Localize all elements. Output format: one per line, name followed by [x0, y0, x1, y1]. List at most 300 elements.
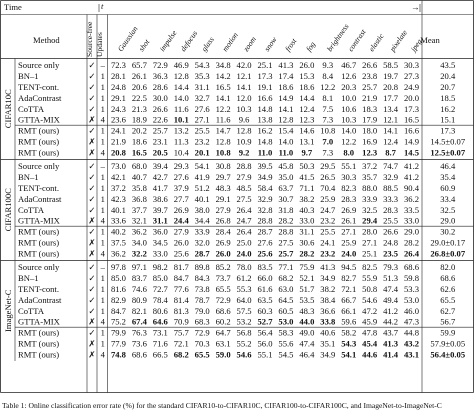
error-value: 23.8 [362, 70, 378, 81]
error-value: 68.6 [404, 261, 420, 272]
error-value: 14.1 [215, 92, 231, 103]
error-value: 40.1 [194, 193, 210, 204]
checkmark-icon: ✓ [88, 327, 96, 338]
error-value: 23.6 [110, 114, 126, 125]
error-value: 60.3 [257, 305, 273, 316]
error-value: 71.6 [152, 338, 168, 349]
source-free-header-label: Source-free [85, 21, 94, 57]
error-value: 36.8 [131, 193, 147, 204]
corruption-label-shot: shot [136, 37, 152, 54]
error-value: 51.2 [194, 182, 210, 193]
corruption-label-glass: glass [199, 35, 216, 54]
error-value: 56.8 [236, 327, 252, 338]
error-value: 74.8 [110, 349, 126, 360]
method-name: TENT-cont. [18, 283, 59, 294]
error-value: 60.5 [278, 305, 294, 316]
error-value: 15.4 [278, 125, 294, 136]
error-value: 28.3 [383, 204, 399, 215]
error-value: 14.2 [215, 70, 231, 81]
checkmark-icon: ✓ [88, 81, 96, 92]
error-value: 18.3 [362, 103, 378, 114]
error-value: 31.1 [194, 81, 210, 92]
mean-value: 65.5 [440, 294, 456, 305]
error-value: 24.8 [383, 237, 399, 248]
error-value: 36.3 [152, 70, 168, 81]
error-value: 12.8 [236, 125, 252, 136]
error-value: 38.2 [299, 193, 315, 204]
mean-value: 14.5±0.07 [430, 136, 466, 147]
error-value: 35.0 [278, 171, 294, 182]
error-value: 9.3 [322, 59, 334, 70]
error-value: 27.6 [173, 171, 189, 182]
method-name: RMT (ours) [18, 248, 60, 259]
checkmark-icon: ✓ [88, 272, 96, 283]
error-value: 53.3 [404, 283, 420, 294]
error-value: 88.5 [383, 182, 399, 193]
error-value: 23.2 [194, 136, 210, 147]
error-value: 7.5 [322, 103, 334, 114]
error-value: 34.0 [131, 237, 147, 248]
error-value: 32.9 [383, 171, 399, 182]
updates-value: 4 [100, 349, 105, 360]
error-value: 68.6 [215, 305, 231, 316]
error-value: 14.4 [299, 92, 315, 103]
error-value: 12.6 [341, 70, 357, 81]
error-value: 32.0 [194, 237, 210, 248]
error-value: 41.3 [278, 59, 294, 70]
error-value: 18.6 [299, 81, 315, 92]
error-value: 48.3 [215, 182, 231, 193]
error-value: 28.2 [299, 248, 315, 259]
table-row [18, 137, 466, 147]
mean-value: 29.0 [440, 215, 456, 226]
corruption-label-elastic: elastic [366, 31, 386, 54]
error-value: 14.9 [278, 92, 294, 103]
error-value: 13.8 [257, 114, 273, 125]
error-value: 28.2 [404, 237, 420, 248]
method-name: AdaContrast [18, 294, 62, 305]
mean-value: 26.8±0.07 [430, 248, 466, 259]
cross-icon: ✗ [88, 237, 96, 248]
error-value: 25.6 [173, 248, 189, 259]
error-value: 24.4 [173, 215, 189, 226]
cross-icon: ✗ [88, 215, 96, 226]
error-value: 20.1 [194, 147, 210, 158]
checkmark-icon: ✓ [88, 261, 96, 272]
error-value: 9.7 [301, 147, 313, 158]
error-value: 73.6 [131, 338, 147, 349]
error-value: 75.7 [173, 327, 189, 338]
error-value: 79.9 [110, 327, 126, 338]
error-value: 66.7 [341, 294, 357, 305]
error-value: 66.0 [257, 272, 273, 283]
error-value: 25.7 [362, 81, 378, 92]
mean-value: 43.5 [440, 59, 456, 70]
error-value: 10.4 [173, 147, 189, 158]
error-value: 81.7 [173, 261, 189, 272]
cross-icon: ✗ [88, 338, 96, 349]
error-value: 10.0 [341, 92, 357, 103]
error-value: 66.5 [152, 349, 168, 360]
error-value: 41.7 [152, 182, 168, 193]
error-value: 41.5 [299, 171, 315, 182]
error-value: 32.1 [131, 215, 147, 226]
corruption-label-frost: frost [283, 36, 299, 54]
error-value: 78.0 [236, 261, 252, 272]
cross-icon: ✗ [88, 248, 96, 259]
error-value: 28.7 [257, 226, 273, 237]
error-value: 29.1 [215, 193, 231, 204]
error-value: 20.0 [404, 92, 420, 103]
error-value: 10.1 [173, 114, 189, 125]
corruption-label-zoom: zoom [241, 34, 258, 54]
updates-value: 1 [100, 272, 105, 283]
error-value: 24.9 [404, 81, 420, 92]
method-name: RMT (ours) [18, 125, 60, 136]
error-value: 10.6 [341, 103, 357, 114]
error-value: 36.2 [404, 193, 420, 204]
error-value: 22.6 [152, 114, 168, 125]
error-value: 11.6 [215, 114, 231, 125]
error-value: 81.6 [110, 283, 126, 294]
error-value: 33.0 [152, 248, 168, 259]
error-value: 33.0 [404, 215, 420, 226]
error-value: 72.1 [173, 338, 189, 349]
table-caption: Table 1: Online classification error rate (%) for the standard CIFAR10-to-CIFAR10C, CIFAR100-to-CIFAR100C, and ImageNet-to-ImageNet-C [2, 401, 442, 410]
cross-icon: ✗ [88, 136, 96, 147]
checkmark-icon: ✓ [88, 171, 96, 182]
error-value: 54.1 [341, 349, 357, 360]
updates-value: 4 [100, 114, 105, 125]
error-value: 34.8 [215, 59, 231, 70]
table-row [18, 227, 455, 237]
error-value: 27.5 [236, 193, 252, 204]
updates-value: 1 [100, 305, 105, 316]
error-value: 55.6 [278, 338, 294, 349]
time-arrow-icon: → [411, 2, 420, 12]
error-value: 17.4 [278, 70, 294, 81]
error-value: 33.8 [320, 316, 336, 327]
error-value: 40.6 [320, 327, 336, 338]
mean-value: 16.2 [440, 103, 456, 114]
cross-icon: ✗ [88, 316, 96, 327]
checkmark-icon: ✓ [88, 182, 96, 193]
error-value: 55.2 [236, 338, 252, 349]
error-value: 33.0 [299, 215, 315, 226]
error-value: 57.5 [236, 305, 252, 316]
error-value: 26.1 [341, 215, 357, 226]
method-name: Source only [18, 261, 60, 272]
mean-value: 15.1 [440, 114, 456, 125]
error-value: 27.6 [194, 103, 210, 114]
error-value: 73.1 [152, 327, 168, 338]
error-value: 10.8 [215, 147, 231, 158]
error-value: 56.4 [257, 327, 273, 338]
table-row [18, 205, 455, 215]
checkmark-icon: ✓ [88, 226, 96, 237]
error-value: 54.6 [362, 294, 378, 305]
error-value: 58.2 [341, 327, 357, 338]
error-value: 83.5 [257, 261, 273, 272]
error-value: 78.7 [194, 294, 210, 305]
cross-icon: ✗ [88, 349, 96, 360]
error-value: 30.7 [278, 193, 294, 204]
error-value: 25.1 [362, 248, 378, 259]
table-row [18, 126, 455, 136]
error-value: 28.7 [194, 248, 210, 259]
error-value: 14.4 [173, 81, 189, 92]
error-value: 12.3 [299, 114, 315, 125]
table-row [18, 317, 456, 327]
error-value: 30.3 [341, 171, 357, 182]
error-value: 10.3 [236, 103, 252, 114]
updates-value: 1 [100, 327, 105, 338]
error-value: 40.3 [299, 204, 315, 215]
method-name: BN–1 [18, 70, 39, 81]
error-value: 84.7 [110, 305, 126, 316]
error-value: 20.6 [131, 81, 147, 92]
error-value: 22.5 [131, 92, 147, 103]
table-row [18, 115, 455, 125]
updates-value: 1 [100, 283, 105, 294]
error-value: 13.1 [299, 136, 315, 147]
error-value: 29.5 [320, 160, 336, 171]
error-value: 51.7 [299, 283, 315, 294]
error-value: 9.2 [238, 147, 250, 158]
error-value: 41.9 [194, 171, 210, 182]
error-value: 18.6 [278, 81, 294, 92]
updates-value: 4 [100, 316, 105, 327]
error-value: 27.9 [236, 171, 252, 182]
error-value: 25.1 [257, 59, 273, 70]
error-value: 25.5 [320, 226, 336, 237]
table-row [18, 295, 455, 305]
error-value: 63.1 [215, 338, 231, 349]
error-value: 43.7 [383, 327, 399, 338]
error-value: 63.5 [257, 294, 273, 305]
error-value: 31.1 [299, 226, 315, 237]
error-value: 28.8 [236, 160, 252, 171]
error-value: 18.6 [131, 136, 147, 147]
error-value: 80.6 [152, 305, 168, 316]
updates-value: 4 [100, 248, 105, 259]
error-value: 24.8 [110, 81, 126, 92]
error-value: 37.7 [131, 204, 147, 215]
checkmark-icon: ✓ [88, 59, 96, 70]
error-value: 36.2 [110, 248, 126, 259]
error-value: 53.2 [236, 316, 252, 327]
error-value: 27.7 [173, 193, 189, 204]
error-value: 14.1 [383, 125, 399, 136]
error-value: 26.9 [341, 204, 357, 215]
corruption-label-gaussian: Gaussian [115, 24, 140, 54]
method-name: Source only [18, 160, 60, 171]
error-value: 47.3 [404, 316, 420, 327]
table-row [18, 194, 456, 204]
error-value: 25.5 [194, 125, 210, 136]
method-name: RMT (ours) [18, 237, 60, 248]
error-value: 25.5 [383, 215, 399, 226]
error-value: 23.1 [152, 136, 168, 147]
table-row [18, 60, 455, 70]
table-row [18, 262, 455, 272]
error-value: 89.8 [194, 261, 210, 272]
error-value: 26.1 [131, 70, 147, 81]
error-value: 35.8 [131, 182, 147, 193]
error-value: 63.0 [278, 283, 294, 294]
table-row [18, 71, 456, 81]
mean-value: 56.4±0.05 [430, 349, 466, 360]
error-value: 28.2 [278, 215, 294, 226]
error-value: 12.1 [236, 70, 252, 81]
error-value: 81.3 [173, 305, 189, 316]
error-value: 10.8 [320, 125, 336, 136]
checkmark-icon: ✓ [88, 103, 96, 114]
error-value: 81.4 [173, 294, 189, 305]
error-value: 28.6 [152, 81, 168, 92]
error-value: 46.4 [299, 349, 315, 360]
error-value: 28.0 [362, 226, 378, 237]
table-row [18, 249, 466, 259]
error-value: 70.3 [194, 338, 210, 349]
error-value: 14.0 [173, 92, 189, 103]
updates-value: 1 [100, 92, 105, 103]
error-value: 38.6 [152, 193, 168, 204]
corruption-label-motion: motion [220, 30, 240, 54]
error-value: 20.8 [110, 147, 126, 158]
corruption-label-pixelate: pixelate [387, 28, 410, 54]
table-row [18, 273, 456, 283]
error-value: 25.9 [320, 193, 336, 204]
error-value: 71.1 [299, 182, 315, 193]
mean-value: 82.0 [440, 261, 456, 272]
error-value: 16.6 [257, 92, 273, 103]
method-name: CoTTA [18, 305, 45, 316]
corruption-label-contrast: contrast [345, 27, 368, 54]
error-value: 77.1 [278, 261, 294, 272]
error-value: 32.8 [257, 204, 273, 215]
updates-value: 1 [100, 103, 105, 114]
error-value: 39.4 [152, 160, 168, 171]
mean-value: 57.9±0.05 [430, 338, 466, 349]
error-value: 50.3 [299, 160, 315, 171]
error-value: 16.5 [131, 147, 147, 158]
error-value: 72.1 [341, 283, 357, 294]
error-value: 35.1 [320, 338, 336, 349]
updates-value: 1 [100, 237, 105, 248]
error-value: 12.8 [173, 70, 189, 81]
error-value: 26.0 [299, 59, 315, 70]
corruption-label-snow: snow [262, 35, 279, 54]
updates-value: – [100, 59, 105, 70]
error-value: 24.3 [110, 103, 126, 114]
checkmark-icon: ✓ [88, 204, 96, 215]
error-value: 68.2 [278, 272, 294, 283]
method-name: TENT-cont. [18, 182, 59, 193]
table-row [18, 216, 455, 226]
error-value: 16.5 [215, 81, 231, 92]
error-value: 72.3 [110, 59, 126, 70]
error-value: 26.4 [236, 204, 252, 215]
dataset-group-label: CIFAR10C [3, 89, 13, 129]
error-value: 41.4 [383, 349, 399, 360]
error-value: 13.2 [173, 125, 189, 136]
error-value: 97.8 [110, 261, 126, 272]
method-name: RMT (ours) [18, 327, 60, 338]
error-value: 7.3 [322, 114, 334, 125]
error-value: 41.3 [320, 261, 336, 272]
error-value: 94.5 [341, 261, 357, 272]
error-value: 59.8 [404, 272, 420, 283]
error-value: 56.0 [257, 338, 273, 349]
error-value: 7.0 [322, 136, 334, 147]
error-value: 10.3 [341, 114, 357, 125]
error-value: 7.3 [322, 147, 334, 158]
table-row [18, 183, 455, 193]
error-value: 75.2 [110, 316, 126, 327]
error-value: 32.7 [194, 92, 210, 103]
error-value: 33.5 [404, 204, 420, 215]
error-value: 60.2 [215, 316, 231, 327]
error-value: 37.9 [173, 182, 189, 193]
cross-icon: ✗ [88, 114, 96, 125]
error-value: 23.2 [320, 248, 336, 259]
error-value: 14.0 [278, 136, 294, 147]
error-value: 37.2 [110, 182, 126, 193]
updates-value: – [100, 160, 105, 171]
error-value: 64.6 [152, 316, 168, 327]
error-value: 38.2 [320, 283, 336, 294]
error-value: 47.4 [383, 283, 399, 294]
error-value: 24.0 [341, 248, 357, 259]
error-value: 63.7 [278, 182, 294, 193]
method-name: RMT (ours) [18, 226, 60, 237]
error-value: 26.4 [236, 226, 252, 237]
error-value: 38.4 [320, 294, 336, 305]
error-value: 73.8 [194, 283, 210, 294]
checkmark-icon: ✓ [88, 92, 96, 103]
error-value: 52.7 [257, 316, 273, 327]
error-value: 82.1 [131, 305, 147, 316]
error-value: 34.5 [152, 237, 168, 248]
error-value: 23.5 [383, 248, 399, 259]
error-value: 65.5 [215, 283, 231, 294]
error-value: 23.2 [320, 215, 336, 226]
error-value: 49.0 [299, 327, 315, 338]
error-value: 27.1 [341, 226, 357, 237]
method-name: RMT (ours) [18, 338, 60, 349]
error-value: 20.5 [152, 147, 168, 158]
error-value: 26.5 [320, 171, 336, 182]
method-name: BN–1 [18, 272, 39, 283]
error-value: 14.0 [341, 125, 357, 136]
error-value: 73.7 [215, 272, 231, 283]
mean-value: 32.5 [440, 204, 456, 215]
error-value: 77.9 [110, 338, 126, 349]
error-value: 32.9 [257, 193, 273, 204]
error-value: 27.5 [278, 237, 294, 248]
error-value: 24.1 [320, 237, 336, 248]
error-value: 85.0 [110, 272, 126, 283]
error-value: 47.8 [362, 327, 378, 338]
error-value: 40.1 [110, 204, 126, 215]
error-value: 79.3 [383, 261, 399, 272]
error-value: 12.2 [215, 103, 231, 114]
error-value: 41.2 [383, 305, 399, 316]
method-name: GTTA-MIX [18, 114, 60, 125]
error-value: 54.6 [236, 349, 252, 360]
error-value: 85.2 [215, 261, 231, 272]
